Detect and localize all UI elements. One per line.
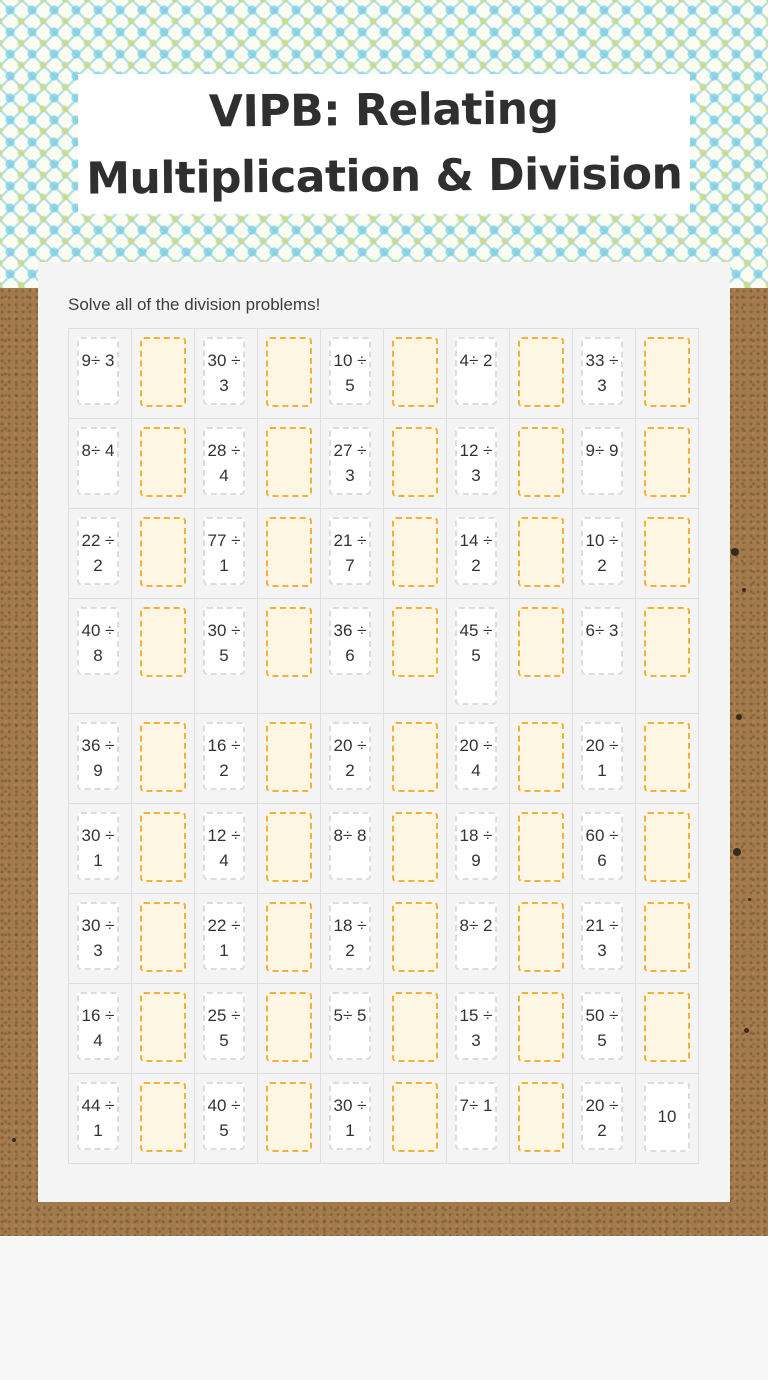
question-cell — [321, 1074, 384, 1164]
question-cell — [573, 599, 636, 714]
problem-card[interactable]: 22 ÷1 — [203, 902, 245, 970]
question-cell — [573, 509, 636, 599]
question-cell — [69, 1074, 132, 1164]
problem-card[interactable]: 30 ÷1 — [77, 812, 119, 880]
answer-drop-zone[interactable] — [266, 992, 312, 1062]
answer-cell — [636, 509, 699, 599]
problem-row — [69, 419, 699, 509]
problem-card[interactable]: 40 ÷8 — [77, 607, 119, 675]
problem-card[interactable]: 21 ÷7 — [329, 517, 371, 585]
answer-cell — [636, 329, 699, 419]
problem-row — [69, 804, 699, 894]
answer-cell — [636, 894, 699, 984]
answer-cell — [258, 509, 321, 599]
answer-cell — [132, 1074, 195, 1164]
question-cell — [195, 894, 258, 984]
problem-card[interactable]: 12 ÷3 — [455, 427, 497, 495]
answer-cell — [384, 419, 447, 509]
answer-cell — [636, 599, 699, 714]
answer-drop-zone[interactable] — [392, 992, 438, 1062]
problem-card[interactable]: 60 ÷6 — [581, 812, 623, 880]
answer-cell — [132, 419, 195, 509]
worksheet-title: VIPB: Relating Multiplication & Division — [86, 83, 683, 205]
problem-card[interactable]: 25 ÷5 — [203, 992, 245, 1060]
answer-cell — [132, 804, 195, 894]
question-cell — [447, 714, 510, 804]
problem-card[interactable]: 20 ÷2 — [581, 1082, 623, 1150]
answer-cell — [510, 894, 573, 984]
question-cell — [69, 714, 132, 804]
answer-drop-zone[interactable] — [644, 427, 690, 497]
question-cell — [573, 1074, 636, 1164]
answer-cell — [258, 329, 321, 419]
answer-drop-zone[interactable] — [140, 1082, 186, 1152]
answer-cell — [510, 984, 573, 1074]
problem-row — [69, 509, 699, 599]
question-cell — [447, 1074, 510, 1164]
question-cell — [195, 804, 258, 894]
answer-drop-zone[interactable] — [392, 722, 438, 792]
answer-cell — [510, 714, 573, 804]
answer-cell — [132, 599, 195, 714]
answer-cell — [132, 714, 195, 804]
problem-card[interactable]: 50 ÷5 — [581, 992, 623, 1060]
question-cell — [447, 894, 510, 984]
answer-drop-zone[interactable] — [140, 992, 186, 1062]
answer-drop-zone[interactable] — [518, 1082, 564, 1152]
question-cell — [447, 599, 510, 714]
answer-drop-zone[interactable] — [392, 902, 438, 972]
answer-cell — [132, 984, 195, 1074]
answer-cell — [636, 419, 699, 509]
problem-card[interactable]: 14 ÷2 — [455, 517, 497, 585]
question-cell — [195, 714, 258, 804]
answer-cell — [384, 1074, 447, 1164]
answer-cell — [636, 1074, 699, 1164]
problem-card[interactable]: 16 ÷4 — [77, 992, 119, 1060]
answer-cell — [636, 984, 699, 1074]
problem-card[interactable]: 4÷ 2 — [455, 337, 497, 405]
problem-card[interactable]: 20 ÷1 — [581, 722, 623, 790]
problem-card[interactable]: 33 ÷3 — [581, 337, 623, 405]
question-cell — [573, 329, 636, 419]
answer-drop-zone[interactable] — [140, 427, 186, 497]
answer-cell — [636, 714, 699, 804]
answer-cell — [384, 984, 447, 1074]
problem-card[interactable]: 16 ÷2 — [203, 722, 245, 790]
answer-drop-zone[interactable] — [644, 517, 690, 587]
question-cell — [447, 329, 510, 419]
question-cell — [321, 599, 384, 714]
answer-cell — [384, 509, 447, 599]
question-cell — [447, 804, 510, 894]
problem-card[interactable]: 8÷ 4 — [77, 427, 119, 495]
question-cell — [69, 329, 132, 419]
answer-cell — [132, 894, 195, 984]
answer-cell — [258, 1074, 321, 1164]
problem-card[interactable]: 5÷ 5 — [329, 992, 371, 1060]
answer-cell — [258, 804, 321, 894]
problem-card[interactable]: 30 ÷1 — [329, 1082, 371, 1150]
instructions-text: Solve all of the division problems! — [68, 295, 321, 314]
problem-card[interactable]: 40 ÷5 — [203, 1082, 245, 1150]
page-bottom — [0, 1236, 768, 1380]
answer-drop-zone[interactable] — [518, 902, 564, 972]
answer-drop-zone[interactable] — [266, 607, 312, 677]
problem-row — [69, 984, 699, 1074]
question-cell — [321, 329, 384, 419]
answer-cell — [258, 894, 321, 984]
answer-cell — [258, 599, 321, 714]
problem-card[interactable]: 10 ÷5 — [329, 337, 371, 405]
problem-card[interactable]: 27 ÷3 — [329, 427, 371, 495]
problem-row — [69, 1074, 699, 1164]
answer-cell — [384, 599, 447, 714]
question-cell — [195, 329, 258, 419]
problem-card[interactable]: 20 ÷4 — [455, 722, 497, 790]
question-cell — [573, 714, 636, 804]
question-cell — [195, 984, 258, 1074]
answer-drop-zone[interactable] — [266, 812, 312, 882]
question-cell — [321, 984, 384, 1074]
answer-drop-zone[interactable] — [518, 337, 564, 407]
question-cell — [69, 419, 132, 509]
problem-card[interactable]: 18 ÷9 — [455, 812, 497, 880]
question-cell — [573, 804, 636, 894]
answer-cell — [510, 419, 573, 509]
problem-card[interactable]: 8÷ 8 — [329, 812, 371, 880]
question-cell — [321, 419, 384, 509]
answer-cell — [384, 329, 447, 419]
answer-drop-zone[interactable] — [266, 427, 312, 497]
answer-cell — [510, 599, 573, 714]
problem-card[interactable]: 30 ÷3 — [203, 337, 245, 405]
problem-card[interactable]: 30 ÷5 — [203, 607, 245, 675]
problem-card[interactable]: 36 ÷9 — [77, 722, 119, 790]
question-cell — [447, 509, 510, 599]
problem-card[interactable]: 44 ÷1 — [77, 1082, 119, 1150]
answer-drop-zone[interactable] — [518, 427, 564, 497]
answer-drop-zone[interactable] — [140, 812, 186, 882]
problem-row — [69, 714, 699, 804]
problem-card[interactable]: 9÷ 3 — [77, 337, 119, 405]
problem-row — [69, 599, 699, 714]
answer-cell — [132, 329, 195, 419]
answer-cell — [258, 714, 321, 804]
question-cell — [195, 419, 258, 509]
answer-cell — [510, 509, 573, 599]
answer-drop-zone[interactable] — [392, 427, 438, 497]
question-cell — [573, 894, 636, 984]
question-cell — [447, 419, 510, 509]
problem-card[interactable]: 12 ÷4 — [203, 812, 245, 880]
answer-drop-zone[interactable] — [644, 722, 690, 792]
answer-drop-zone[interactable] — [392, 337, 438, 407]
answer-cell — [132, 509, 195, 599]
question-cell — [321, 509, 384, 599]
answer-cell — [510, 1074, 573, 1164]
problem-card[interactable]: 18 ÷2 — [329, 902, 371, 970]
question-cell — [573, 984, 636, 1074]
answer-drop-zone[interactable] — [140, 607, 186, 677]
answer-drop-zone[interactable] — [266, 902, 312, 972]
problem-card[interactable]: 77 ÷1 — [203, 517, 245, 585]
answer-drop-zone[interactable] — [644, 337, 690, 407]
problem-card[interactable]: 22 ÷2 — [77, 517, 119, 585]
answer-drop-zone[interactable] — [644, 992, 690, 1062]
problem-card[interactable]: 36 ÷6 — [329, 607, 371, 675]
answer-drop-zone[interactable] — [266, 517, 312, 587]
problem-card[interactable]: 8÷ 2 — [455, 902, 497, 970]
answer-drop-zone[interactable] — [518, 722, 564, 792]
question-cell — [195, 1074, 258, 1164]
answer-drop-zone[interactable] — [644, 607, 690, 677]
answer-drop-zone[interactable] — [140, 902, 186, 972]
answer-drop-zone[interactable] — [518, 607, 564, 677]
question-cell — [69, 804, 132, 894]
problem-card[interactable]: 30 ÷3 — [77, 902, 119, 970]
question-cell — [69, 984, 132, 1074]
answer-drop-zone[interactable] — [392, 1082, 438, 1152]
question-cell — [447, 984, 510, 1074]
problem-row — [69, 894, 699, 984]
answer-drop-zone[interactable] — [140, 517, 186, 587]
answer-drop-zone[interactable] — [266, 1082, 312, 1152]
answer-cell — [384, 894, 447, 984]
problem-grid — [68, 328, 699, 1164]
answer-drop-zone[interactable] — [644, 902, 690, 972]
problem-card[interactable]: 45 ÷5 — [455, 607, 497, 705]
answer-drop-zone[interactable] — [518, 992, 564, 1062]
question-cell — [321, 894, 384, 984]
answer-drop-zone[interactable] — [392, 812, 438, 882]
problem-card[interactable]: 9÷ 9 — [581, 427, 623, 495]
answer-drop-zone[interactable] — [392, 607, 438, 677]
answer-cell — [258, 984, 321, 1074]
question-cell — [321, 714, 384, 804]
problem-card[interactable]: 15 ÷3 — [455, 992, 497, 1060]
answer-drop-zone[interactable] — [518, 517, 564, 587]
answer-drop-zone[interactable] — [266, 722, 312, 792]
question-cell — [195, 509, 258, 599]
answer-drop-zone[interactable] — [140, 722, 186, 792]
problem-card[interactable]: 6÷ 3 — [581, 607, 623, 675]
problem-row — [69, 329, 699, 419]
question-cell — [321, 804, 384, 894]
problem-card[interactable]: 10 ÷2 — [581, 517, 623, 585]
problem-card[interactable]: 7÷ 1 — [455, 1082, 497, 1150]
problem-card[interactable]: 21 ÷3 — [581, 902, 623, 970]
answer-drop-zone[interactable] — [392, 517, 438, 587]
answer-cell — [384, 804, 447, 894]
question-cell — [69, 509, 132, 599]
worksheet-panel — [38, 262, 730, 1202]
answer-cell — [510, 329, 573, 419]
problem-card[interactable]: 20 ÷2 — [329, 722, 371, 790]
answer-drop-zone[interactable] — [140, 337, 186, 407]
question-cell — [573, 419, 636, 509]
title-card — [78, 74, 690, 214]
answer-drop-zone[interactable]: 10 — [644, 1082, 690, 1152]
question-cell — [69, 599, 132, 714]
answer-drop-zone[interactable] — [518, 812, 564, 882]
answer-cell — [258, 419, 321, 509]
problem-card[interactable]: 28 ÷4 — [203, 427, 245, 495]
question-cell — [69, 894, 132, 984]
answer-cell — [384, 714, 447, 804]
question-cell — [195, 599, 258, 714]
answer-cell — [510, 804, 573, 894]
answer-drop-zone[interactable] — [266, 337, 312, 407]
answer-cell — [636, 804, 699, 894]
answer-drop-zone[interactable] — [644, 812, 690, 882]
